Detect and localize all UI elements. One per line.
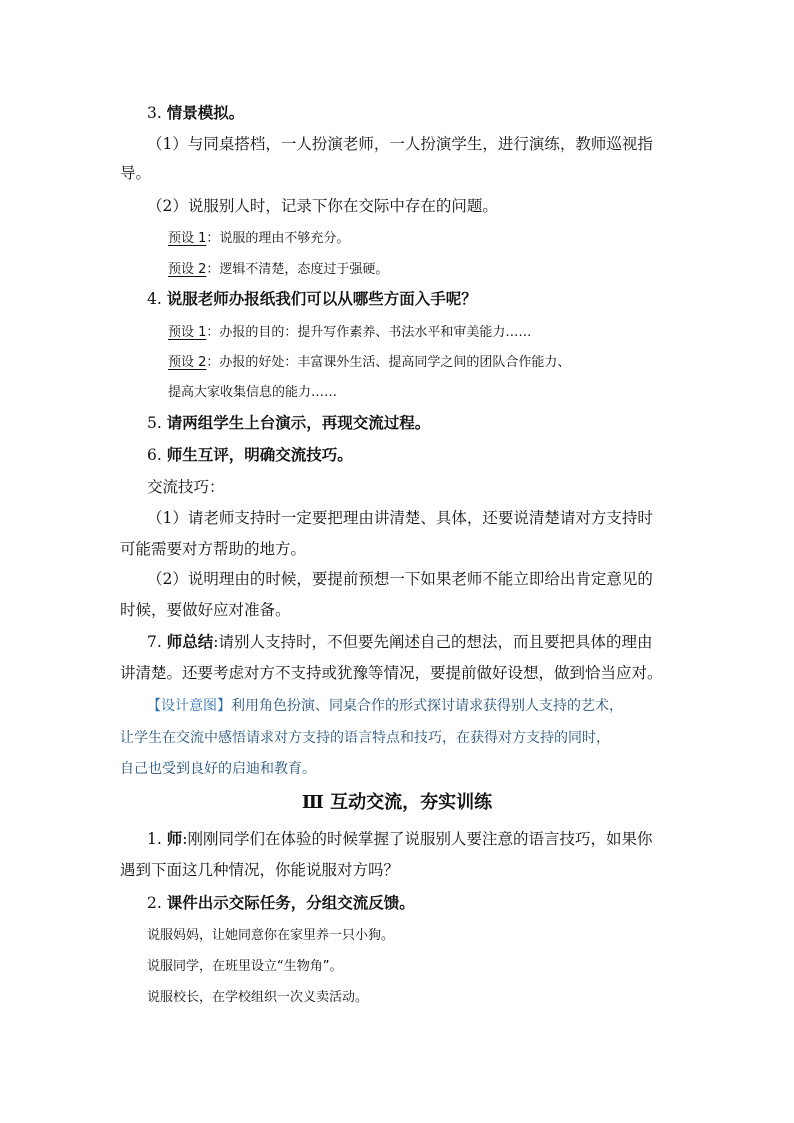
section7-line1 xyxy=(147,631,652,653)
section5-title: 请两组学生上台演示，再现交流过程。 xyxy=(166,413,431,432)
part3-item2-title: 课件出示交际任务，分组交流反馈。 xyxy=(166,893,415,912)
preset-label: 预设 2 xyxy=(168,262,207,277)
section-heading-iii: Ⅲ 互动交流，夯实训练 xyxy=(301,792,493,813)
section3-p2: （2）说服别人时，记录下你在交际中存在的问题。 xyxy=(147,197,498,215)
preset-text: ：办报的好处：丰富课外生活、提高同学之间的团队合作能力、 xyxy=(206,355,571,370)
preset-label: 预设 2 xyxy=(168,355,207,370)
task-1: 说服妈妈，让她同意你在家里养一只小狗。 xyxy=(147,928,395,943)
preset-label: 预设 1 xyxy=(168,231,207,246)
design-intent-tag: 【设计意图】 xyxy=(147,698,231,714)
design-intent-line1 xyxy=(147,695,623,717)
part3-item1-number: 1. xyxy=(147,830,162,848)
section3-preset2 xyxy=(168,259,388,281)
section4-title: 说服老师办报纸我们可以从哪些方面入手呢？ xyxy=(166,289,477,308)
part3-item1-line2: 遇到下面这几种情况，你能说服对方吗？ xyxy=(120,861,400,879)
section3-preset1 xyxy=(168,228,349,250)
skill1-line1: （1）请老师支持时一定要把理由讲清楚、具体，还要说清楚请对方支持时 xyxy=(147,509,653,527)
preset-text: ：说服的理由不够充分。 xyxy=(206,231,350,246)
section7-text: :请别人支持时，不但要先阐述自己的想法，而且要把具体的理由 xyxy=(213,633,653,651)
preset-text: ：办报的目的：提升写作素养、书法水平和审美能力…… xyxy=(206,325,532,340)
section5-heading xyxy=(147,412,430,434)
section4-preset2 xyxy=(168,352,570,374)
section7-line2: 讲清楚。还要考虑对方不支持或犹豫等情况，要提前做好设想，做到恰当应对。 xyxy=(120,664,663,682)
part3-item1-text: :刚刚同学们在体验的时候掌握了说服别人要注意的语言技巧，如果你 xyxy=(182,830,653,848)
section6-title: 师生互评，明确交流技巧。 xyxy=(166,445,353,464)
section3-number: 3. xyxy=(147,104,162,122)
part3-item2-number: 2. xyxy=(147,894,162,912)
section7-label: 师总结 xyxy=(166,632,214,651)
task-2: 说服同学，在班里设立“生物角”。 xyxy=(147,959,343,974)
design-intent-text: 利用角色扮演、同桌合作的形式探讨请求获得别人支持的艺术， xyxy=(231,698,623,714)
skill1-line2: 可能需要对方帮助的地方。 xyxy=(120,540,307,558)
section6-heading xyxy=(147,444,353,466)
part3-item1-line1 xyxy=(147,828,652,850)
part3-item1-label: 师 xyxy=(166,829,183,848)
section4-heading xyxy=(147,288,477,310)
section3-p1-line1: （1）与同桌搭档，一人扮演老师，一人扮演学生，进行演练，教师巡视指 xyxy=(147,135,653,153)
section4-preset2-line2: 提高大家收集信息的能力…… xyxy=(168,385,338,400)
section6-number: 6. xyxy=(147,446,162,464)
skills-label: 交流技巧： xyxy=(147,478,225,496)
section3-title: 情景模拟。 xyxy=(166,103,245,122)
section3-heading xyxy=(147,102,244,124)
section4-number: 4. xyxy=(147,290,162,308)
preset-label: 预设 1 xyxy=(168,325,207,340)
section5-number: 5. xyxy=(147,414,162,432)
section3-p1-line2: 导。 xyxy=(120,164,152,182)
design-intent-line2: 让学生在交流中感悟请求对方支持的语言特点和技巧，在获得对方支持的同时， xyxy=(120,730,610,746)
preset-text: ：逻辑不清楚，态度过于强硬。 xyxy=(206,262,389,277)
skill2-line2: 时候，要做好应对准备。 xyxy=(120,601,291,619)
task-3: 说服校长，在学校组织一次义卖活动。 xyxy=(147,990,369,1005)
skill2-line1: （2）说明理由的时候，要提前预想一下如果老师不能立即给出肯定意见的 xyxy=(147,570,653,588)
section7-number: 7. xyxy=(147,633,162,651)
part3-item2 xyxy=(147,892,415,914)
design-intent-line3: 自己也受到良好的启迪和教育。 xyxy=(120,761,316,777)
section4-preset1 xyxy=(168,322,531,344)
